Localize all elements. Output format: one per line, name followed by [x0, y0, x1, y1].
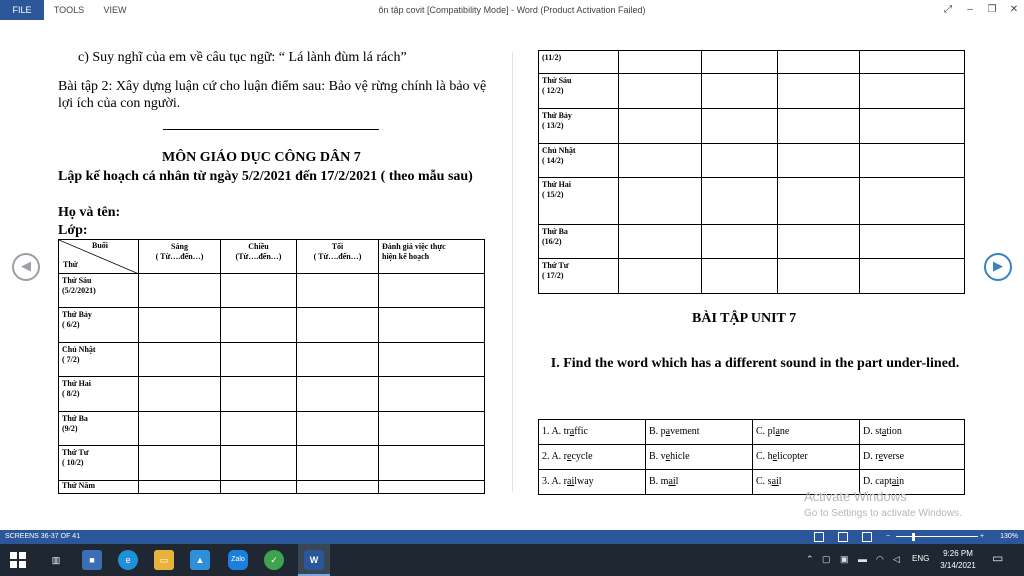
- document-area: [0, 20, 1024, 530]
- corner-cell: [59, 240, 139, 274]
- word-option: 2. A. recycle: [539, 445, 646, 470]
- word-option: D. reverse: [860, 445, 965, 470]
- table-row: Thứ Hai ( 8/2): [59, 377, 485, 412]
- table-row: Thứ Hai ( 15/2): [539, 178, 965, 225]
- table-row: Thứ Sáu (5/2/2021): [59, 274, 485, 308]
- word-option: 3. A. railway: [539, 470, 646, 495]
- header-morning: Sáng ( Từ….đến…): [139, 240, 221, 274]
- plan-title: Lập kế hoạch cá nhân từ ngày 5/2/2021 đến 17/2/2021 ( theo mẫu sau): [58, 169, 473, 184]
- activation-watermark: [804, 489, 962, 519]
- read-mode-icon[interactable]: [814, 532, 824, 542]
- zoom-slider-thumb[interactable]: [912, 533, 915, 541]
- zoom-out-icon[interactable]: −: [886, 533, 891, 540]
- zoom-slider[interactable]: [896, 536, 978, 537]
- exercise-2: Bài tập 2: Xây dựng luận cứ cho luận điểm sau: Bảo vệ rừng chính là bảo vệ lợi ích của con người.: [58, 79, 487, 111]
- header-evaluation: Đánh giá việc thực hiện kế hoạch: [379, 240, 485, 274]
- table-row: Chủ Nhật ( 14/2): [539, 144, 965, 178]
- network-icon[interactable]: ◠: [876, 554, 884, 564]
- notification-icon[interactable]: ▭: [992, 551, 1004, 565]
- table-row: Thứ Tư ( 10/2): [59, 446, 485, 481]
- table-row: (11/2): [539, 51, 965, 74]
- tray-chevron-icon[interactable]: ⌃: [806, 554, 814, 564]
- maximize-icon[interactable]: ❐: [987, 4, 997, 15]
- photos-icon[interactable]: ▲: [190, 550, 210, 570]
- web-layout-icon[interactable]: [862, 532, 872, 542]
- taskbar: [0, 544, 1024, 576]
- corner-top-label: Buổi: [91, 241, 108, 250]
- table-row: Thứ Sáu ( 12/2): [539, 74, 965, 109]
- subject-title: MÔN GIÁO DỤC CÔNG DÂN 7: [162, 150, 361, 165]
- unit-title: BÀI TẬP UNIT 7: [692, 311, 797, 326]
- clock[interactable]: [930, 548, 986, 572]
- prev-page-icon[interactable]: ◀: [12, 253, 40, 281]
- page-divider: [512, 52, 513, 492]
- document-title: ôn tập covit [Compatibility Mode] - Word (Product Activation Failed): [378, 5, 646, 15]
- name-label: Họ và tên:: [58, 205, 121, 220]
- word-option: C. plane: [753, 420, 860, 445]
- separator-line: [163, 129, 379, 130]
- menu-tools[interactable]: TOOLS: [53, 5, 85, 15]
- file-explorer-icon[interactable]: ▭: [154, 550, 174, 570]
- class-label: Lớp:: [58, 223, 88, 238]
- word-option: 1. A. traffic: [539, 420, 646, 445]
- header-evening: Tối ( Từ….đến…): [297, 240, 379, 274]
- word-option: B. pavement: [646, 420, 753, 445]
- table-row: Thứ Ba (9/2): [59, 412, 485, 446]
- word-option: D. captain: [860, 470, 965, 495]
- title-bar: [0, 0, 1024, 20]
- watermark-title: Activate Windows: [804, 489, 907, 504]
- word-table: [538, 419, 965, 495]
- exercise-1-heading: I. Find the word which has a different sound in the part under-lined.: [550, 356, 960, 371]
- table-row: [539, 420, 965, 445]
- store-icon[interactable]: ■: [82, 550, 102, 570]
- table-row: Thứ Bảy ( 6/2): [59, 308, 485, 343]
- restore-view-icon[interactable]: ⤢: [944, 4, 952, 15]
- table-row: Thứ Bảy ( 13/2): [539, 109, 965, 144]
- print-layout-icon[interactable]: [838, 532, 848, 542]
- windows-start-icon[interactable]: [8, 550, 28, 570]
- question-c: c) Suy nghĩ của em về câu tục ngữ: “ Lá lành đùm lá rách”: [78, 50, 407, 65]
- battery-icon[interactable]: ▬: [858, 554, 867, 564]
- tray-icon[interactable]: ▢: [822, 554, 831, 564]
- tray-icon[interactable]: ▣: [840, 554, 849, 564]
- status-bar: [0, 530, 1024, 544]
- minimize-icon[interactable]: –: [967, 4, 973, 15]
- word-icon[interactable]: W: [304, 550, 324, 570]
- zalo-icon[interactable]: Zalo: [228, 550, 248, 570]
- header-afternoon: Chiều (Từ….đến…): [221, 240, 297, 274]
- next-page-icon[interactable]: ▶: [984, 253, 1012, 281]
- zoom-in-icon[interactable]: +: [980, 533, 985, 540]
- edge-icon[interactable]: e: [118, 550, 138, 570]
- word-option: C. sail: [753, 470, 860, 495]
- corner-bottom-label: Thứ: [63, 260, 78, 269]
- word-option: D. station: [860, 420, 965, 445]
- word-option: B. vehicle: [646, 445, 753, 470]
- word-option: C. helicopter: [753, 445, 860, 470]
- word-option: B. mail: [646, 470, 753, 495]
- close-icon[interactable]: ✕: [1009, 4, 1019, 15]
- table-row: Thứ Ba (16/2): [539, 225, 965, 259]
- screens-indicator: SCREENS 36-37 OF 41: [5, 533, 81, 540]
- watermark-subtitle: Go to Settings to activate Windows.: [804, 508, 962, 519]
- menu-file[interactable]: FILE: [0, 0, 44, 20]
- zoom-level[interactable]: 130%: [1000, 533, 1018, 540]
- table-header-row: [59, 240, 485, 274]
- clock-date: 3/14/2021: [940, 561, 976, 570]
- task-view-icon[interactable]: ▥: [51, 555, 61, 565]
- table-row: Thứ Năm: [59, 481, 485, 494]
- table-row: Thứ Tư ( 17/2): [539, 259, 965, 294]
- language-indicator[interactable]: ENG: [912, 554, 930, 563]
- app-icon[interactable]: ✓: [264, 550, 284, 570]
- plan-table: [58, 239, 485, 494]
- volume-icon[interactable]: ◁: [893, 554, 900, 564]
- clock-time: 9:26 PM: [943, 549, 973, 558]
- table-row: [539, 445, 965, 470]
- plan-table-continued: [538, 50, 965, 294]
- table-row: Chủ Nhật ( 7/2): [59, 343, 485, 377]
- menu-view[interactable]: VIEW: [103, 5, 127, 15]
